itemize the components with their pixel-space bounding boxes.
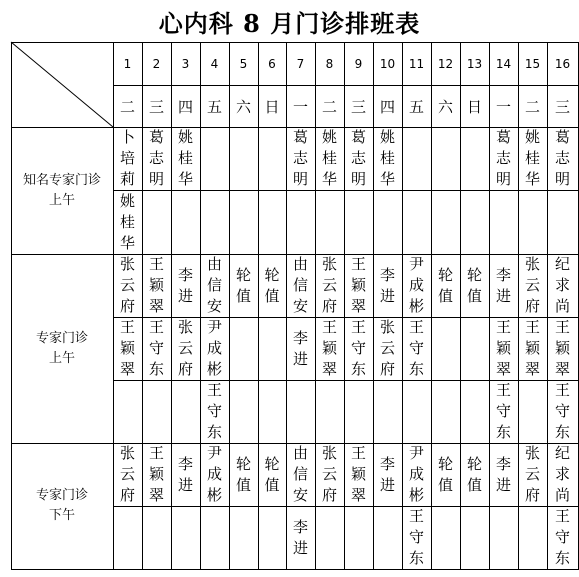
doctor-cell: [518, 254, 547, 317]
doctor-name: 张云府: [322, 255, 338, 315]
doctor-name: 纪求尚: [555, 255, 571, 315]
section-label: [11, 127, 113, 254]
doctor-name: 王守东: [555, 507, 571, 567]
doctor-name: 由信安: [207, 255, 223, 315]
doctor-cell: [489, 317, 518, 380]
doctor-cell: [547, 127, 578, 190]
grid-vline: [460, 42, 461, 570]
day-number: 6: [268, 56, 276, 71]
doctor-cell: [402, 443, 431, 506]
day-number: 1: [123, 56, 132, 71]
weekday: 五: [408, 97, 424, 116]
doctor-name: 王守东: [207, 381, 223, 441]
grid-hline: [11, 569, 579, 570]
doctor-cell: [258, 443, 286, 506]
doctor-name: 张云府: [178, 318, 194, 378]
doctor-cell: [315, 317, 344, 380]
doctor-cell: [344, 317, 373, 380]
doctor-name: 李进: [293, 328, 309, 368]
doctor-name: 王颖翠: [322, 318, 338, 378]
grid-vline: [142, 42, 143, 570]
doctor-name: 姚桂华: [120, 191, 136, 252]
weekday: 五: [206, 97, 222, 116]
day-number: 10: [379, 56, 396, 71]
doctor-name: 王颖翠: [351, 444, 367, 504]
grid-vline: [373, 42, 374, 570]
day-number: 16: [554, 56, 571, 71]
doctor-cell: [286, 127, 315, 190]
grid-hline: [11, 254, 579, 255]
doctor-cell: [113, 254, 142, 317]
doctor-cell: [547, 380, 578, 443]
doctor-cell: [373, 127, 402, 190]
doctor-cell: [229, 254, 258, 317]
doctor-cell: [142, 127, 171, 190]
doctor-name: 葛志明: [351, 128, 367, 188]
doctor-cell: [547, 443, 578, 506]
doctor-name: 王守东: [149, 318, 165, 378]
doctor-name: 姚桂华: [178, 128, 194, 188]
day-number: 3: [181, 56, 190, 71]
doctor-cell: [229, 443, 258, 506]
doctor-name: 张云府: [120, 444, 136, 504]
grid-hline: [11, 443, 579, 444]
doctor-name: 由信安: [293, 255, 309, 315]
doctor-name: 王颖翠: [149, 444, 165, 504]
doctor-name: 李进: [178, 265, 194, 305]
weekday: 二: [321, 97, 337, 116]
section-label: [11, 254, 113, 443]
doctor-name: 轮值: [438, 265, 454, 305]
weekday: 三: [148, 97, 164, 116]
doctor-name: 轮值: [236, 265, 252, 305]
day-number: 14: [495, 56, 512, 71]
doctor-cell: [258, 254, 286, 317]
doctor-cell: [315, 254, 344, 317]
grid-vline: [258, 42, 259, 570]
doctor-name: 由信安: [293, 444, 309, 504]
doctor-cell: [518, 127, 547, 190]
page-title: 心内科 8 月门诊排班表: [158, 9, 421, 38]
doctor-cell: [373, 443, 402, 506]
grid-vline: [229, 42, 230, 570]
doctor-name: 王颖翠: [351, 255, 367, 315]
grid-hline: [11, 127, 579, 128]
doctor-name: 王守东: [555, 381, 571, 441]
doctor-name: 轮值: [264, 265, 280, 305]
doctor-name: 姚桂华: [380, 128, 396, 188]
doctor-cell: [547, 317, 578, 380]
grid-vline: [431, 42, 432, 570]
grid-vline: [402, 42, 403, 570]
weekday: 六: [235, 97, 251, 116]
doctor-name: 王颖翠: [120, 318, 136, 378]
doctor-cell: [200, 443, 229, 506]
doctor-name: 姚桂华: [322, 128, 338, 188]
doctor-name: 王颖翠: [555, 318, 571, 378]
doctor-name: 李进: [293, 517, 309, 557]
section-label-line: 知名专家门诊: [22, 172, 101, 188]
weekday: 一: [292, 97, 308, 116]
doctor-name: 张云府: [525, 255, 541, 315]
doctor-cell: [518, 317, 547, 380]
doctor-cell: [113, 127, 142, 190]
doctor-name: 王颖翠: [496, 318, 512, 378]
doctor-cell: [489, 443, 518, 506]
doctor-name: 葛志明: [293, 128, 309, 188]
doctor-cell: [460, 443, 489, 506]
grid-vline: [344, 42, 345, 570]
doctor-cell: [402, 254, 431, 317]
doctor-cell: [547, 506, 578, 569]
doctor-cell: [489, 127, 518, 190]
doctor-name: 张云府: [322, 444, 338, 504]
doctor-cell: [113, 443, 142, 506]
weekday: 三: [350, 97, 366, 116]
doctor-name: 尹成彬: [207, 318, 223, 378]
doctor-name: 轮值: [264, 454, 280, 494]
day-number: 9: [354, 56, 363, 71]
grid-vline: [11, 42, 12, 570]
grid-vline: [171, 42, 172, 570]
doctor-cell: [113, 317, 142, 380]
day-number: 4: [210, 56, 219, 71]
doctor-name: 李进: [178, 454, 194, 494]
doctor-cell: [547, 254, 578, 317]
doctor-cell: [315, 443, 344, 506]
section-label-line: 下午: [48, 508, 75, 523]
doctor-cell: [171, 254, 200, 317]
doctor-cell: [142, 443, 171, 506]
grid-vline: [518, 42, 519, 570]
doctor-name: 王颖翠: [149, 255, 165, 315]
doctor-name: 王颖翠: [525, 318, 541, 378]
doctor-cell: [431, 443, 460, 506]
doctor-name: 尹成彬: [409, 255, 425, 315]
weekday: 六: [437, 97, 453, 116]
weekday: 日: [264, 97, 280, 116]
doctor-name: 纪求尚: [555, 444, 571, 504]
doctor-cell: [286, 254, 315, 317]
doctor-cell: [373, 317, 402, 380]
doctor-cell: [373, 254, 402, 317]
doctor-name: 轮值: [236, 454, 252, 494]
doctor-cell: [142, 254, 171, 317]
doctor-cell: [344, 254, 373, 317]
section-label-line: 上午: [48, 192, 75, 208]
doctor-name: 卜培莉: [120, 128, 136, 188]
grid-vline: [315, 42, 316, 570]
doctor-name: 葛志明: [149, 128, 165, 188]
doctor-cell: [344, 443, 373, 506]
doctor-name: 轮值: [438, 454, 454, 494]
doctor-cell: [200, 380, 229, 443]
day-number: 15: [524, 56, 541, 71]
doctor-name: 尹成彬: [207, 444, 223, 504]
doctor-cell: [518, 443, 547, 506]
day-number: 12: [437, 56, 454, 71]
day-number: 5: [239, 56, 248, 71]
weekday: 一: [495, 97, 511, 116]
doctor-cell: [171, 443, 200, 506]
doctor-name: 张云府: [120, 255, 136, 315]
grid-hline: [11, 42, 579, 43]
doctor-cell: [315, 127, 344, 190]
doctor-name: 王守东: [496, 381, 512, 441]
doctor-cell: [171, 317, 200, 380]
doctor-name: 李进: [380, 454, 396, 494]
weekday: 二: [524, 97, 540, 116]
doctor-name: 王守东: [409, 507, 425, 567]
doctor-name: 姚桂华: [525, 128, 541, 188]
doctor-cell: [200, 254, 229, 317]
weekday: 三: [554, 97, 570, 116]
doctor-name: 轮值: [467, 265, 483, 305]
doctor-name: 轮值: [467, 454, 483, 494]
doctor-name: 张云府: [525, 444, 541, 504]
doctor-cell: [286, 506, 315, 569]
section-label-line: 专家门诊: [35, 488, 88, 503]
doctor-name: 葛志明: [555, 128, 571, 188]
grid-vline: [489, 42, 490, 570]
grid-vline: [547, 42, 548, 570]
doctor-name: 李进: [380, 265, 396, 305]
day-number: 7: [296, 56, 305, 71]
doctor-cell: [171, 127, 200, 190]
section-label-line: 上午: [48, 350, 75, 366]
weekday: 日: [466, 97, 482, 116]
doctor-name: 李进: [496, 454, 512, 494]
grid-hline: [113, 380, 579, 381]
weekday: 四: [177, 97, 193, 116]
grid-vline: [113, 42, 114, 570]
doctor-cell: [402, 317, 431, 380]
doctor-name: 张云府: [380, 318, 396, 378]
doctor-name: 王守东: [409, 318, 425, 378]
day-number: 13: [466, 56, 483, 71]
doctor-cell: [286, 317, 315, 380]
doctor-cell: [489, 254, 518, 317]
day-number: 8: [325, 56, 334, 71]
grid-hline: [113, 317, 579, 318]
section-label: [11, 443, 113, 569]
day-number: 11: [408, 56, 425, 71]
grid-hline: [113, 190, 579, 191]
weekday: 二: [119, 97, 135, 116]
doctor-cell: [489, 380, 518, 443]
doctor-cell: [402, 506, 431, 569]
day-number: 2: [152, 56, 161, 71]
doctor-name: 王守东: [351, 318, 367, 378]
doctor-cell: [200, 317, 229, 380]
section-label-line: 专家门诊: [35, 330, 88, 346]
doctor-cell: [113, 190, 142, 254]
doctor-cell: [460, 254, 489, 317]
weekday: 四: [379, 97, 395, 116]
doctor-name: 李进: [496, 265, 512, 305]
doctor-cell: [142, 317, 171, 380]
doctor-name: 尹成彬: [409, 444, 425, 504]
doctor-cell: [286, 443, 315, 506]
doctor-name: 葛志明: [496, 128, 512, 188]
grid-hline: [113, 85, 579, 86]
grid-hline: [113, 506, 579, 507]
doctor-cell: [431, 254, 460, 317]
grid-vline: [286, 42, 287, 570]
grid-vline: [200, 42, 201, 570]
doctor-cell: [344, 127, 373, 190]
